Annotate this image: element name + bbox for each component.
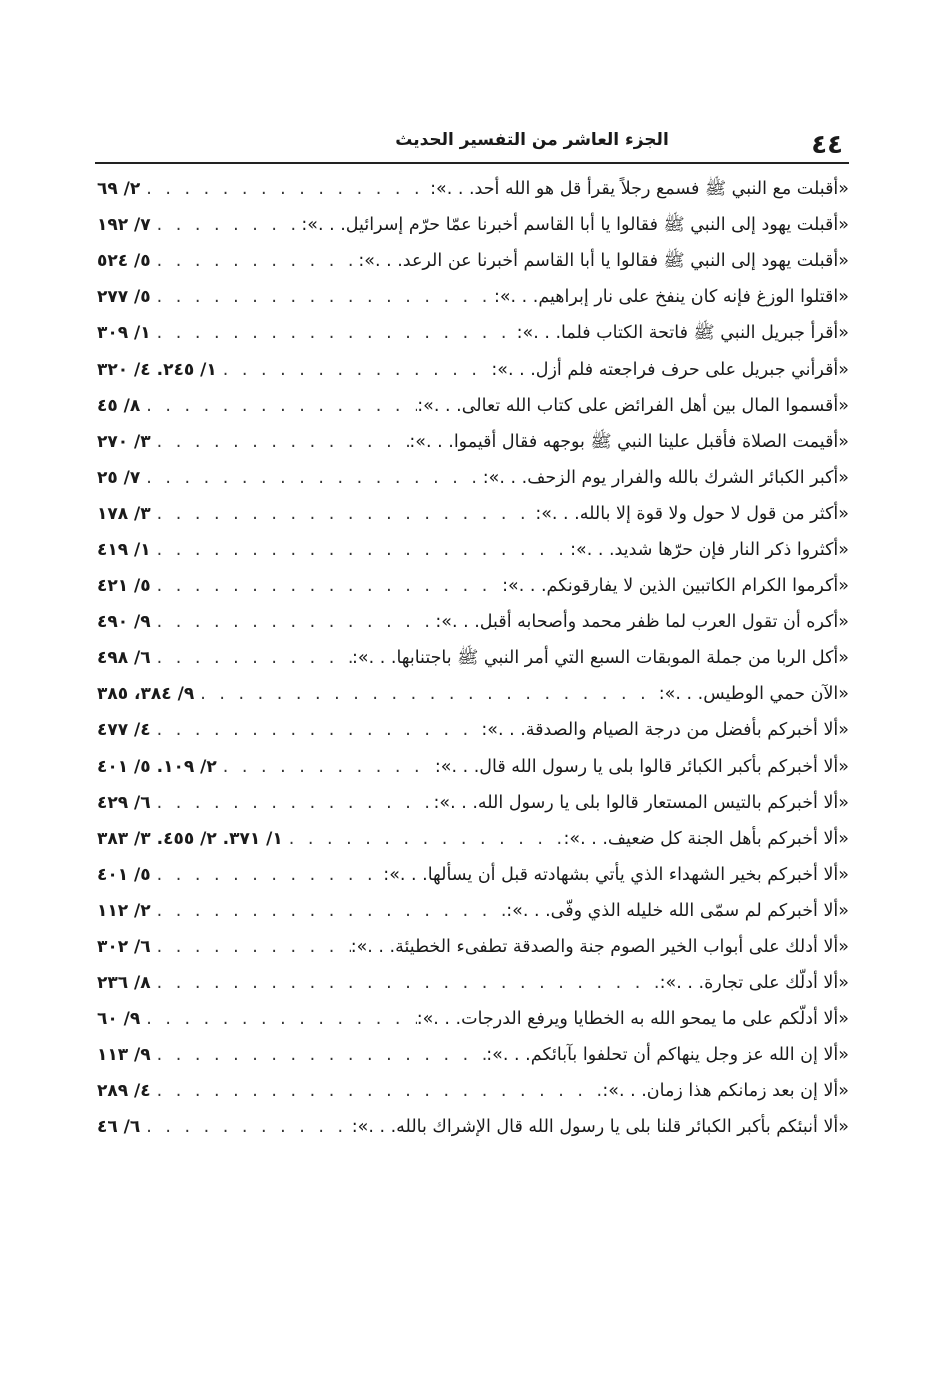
- index-entry: [95, 604, 849, 640]
- dot-leader: [151, 315, 517, 351]
- index-entry: [95, 749, 849, 785]
- entry-reference: ٦/ ٤٦: [97, 1117, 141, 1138]
- entry-text: «أكثر من قول لا حول ولا قوة إلا بالله. . .»:: [535, 503, 849, 524]
- entry-reference: ٦/ ٤٩٨: [97, 648, 151, 669]
- header-rule: [95, 162, 849, 164]
- entry-text: «ألا أخبركم بأهل الجنة كل ضعيف. . .»:: [563, 828, 849, 849]
- entry-reference: ٦/ ٣٠٢: [97, 937, 151, 958]
- dot-leader: [151, 785, 434, 821]
- entry-text: «ألا أخبركم لم سمّى الله خليله الذي وفّى. . .»:: [506, 900, 849, 921]
- entry-text: «أقيمت الصلاة فأقبل علينا النبي ﷺ بوجهه فقال أقيموا. . .»:: [409, 431, 849, 452]
- entry-reference: ٢/ ١٠٩. ٥/ ٤٠١: [97, 756, 217, 777]
- entry-text: «أكره أن تقول العرب لما ظفر محمد وأصحابه أقبل. . .»:: [435, 612, 849, 633]
- dot-leader: [217, 352, 492, 388]
- index-entry: [95, 243, 849, 279]
- page-header: [95, 122, 849, 160]
- entry-text: «أقبلت مع النبي ﷺ فسمع رجلاً يقرأ قل هو الله أحد. . .»:: [430, 179, 849, 200]
- entry-text: «ألا أخبركم بأكبر الكبائر قالوا بلى يا رسول الله قال. . .»:: [434, 756, 849, 777]
- dot-leader: [140, 1001, 416, 1037]
- entry-text: «أقرأني جبريل على حرف فراجعته فلم أزل. . .»:: [491, 359, 849, 380]
- index-entry: [95, 712, 849, 748]
- dot-leader: [151, 640, 352, 676]
- entry-reference: ١/ ٤١٩: [97, 539, 151, 560]
- entry-reference: ٩/ ١١٣: [97, 1045, 151, 1066]
- dot-leader: [217, 749, 435, 785]
- dot-leader: [140, 388, 417, 424]
- entry-reference: ٥/ ٥٢٤: [97, 251, 151, 272]
- entry-reference: ٤/ ٤٧٧: [97, 720, 151, 741]
- entry-text: «أقسموا المال بين أهل الفرائض على كتاب الله تعالى. . .»:: [417, 395, 849, 416]
- entry-text: «اقتلوا الوزغ فإنه كان ينفخ على نار إبراهيم. . .»:: [493, 287, 849, 308]
- index-entry: [95, 279, 849, 315]
- entry-text: «أقبلت يهود إلى النبي ﷺ فقالوا يا أبا القاسم أخبرنا عن الرعد. . .»:: [358, 251, 849, 272]
- index-entry: [95, 821, 849, 857]
- index-entry: [95, 785, 849, 821]
- entry-text: «أكرموا الكرام الكاتبين الذين لا يفارقونكم. . .»:: [502, 576, 849, 597]
- dot-leader: [151, 857, 384, 893]
- index-entry: [95, 388, 849, 424]
- entry-text: «أكثروا ذكر النار فإن حرّها شديد. . .»:: [570, 539, 849, 560]
- index-entry: [95, 929, 849, 965]
- dot-leader: [140, 171, 430, 207]
- dot-leader: [151, 604, 436, 640]
- index-entry: [95, 568, 849, 604]
- entry-reference: ٤/ ٢٨٩: [97, 1081, 151, 1102]
- entry-reference: ٣/ ٢٧٠: [97, 431, 151, 452]
- entry-text: «ألا إن بعد زمانكم هذا زمان. . .»:: [602, 1081, 849, 1102]
- entry-text: «أكبر الكبائر الشرك بالله والفرار يوم الزحف. . .»:: [482, 467, 849, 488]
- dot-leader: [140, 1109, 351, 1145]
- entry-reference: ٥/ ٢٧٧: [97, 287, 151, 308]
- dot-leader: [283, 821, 564, 857]
- entry-text: «الآن حمي الوطيس. . .»:: [658, 684, 849, 705]
- index-entry: [95, 965, 849, 1001]
- entry-reference: ٧/ ٢٥: [97, 467, 141, 488]
- index-entry: [95, 640, 849, 676]
- entry-text: «ألا أدلك على أبواب الخير الصوم جنة والصدقة تطفىء الخطيئة. . .»:: [350, 937, 849, 958]
- entry-text: «ألا أخبركم بخير الشهداء الذي يأتي بشهادته قبل أن يسألها. . .»:: [383, 864, 849, 885]
- dot-leader: [151, 279, 494, 315]
- index-entry: [95, 857, 849, 893]
- index-entry: [95, 460, 849, 496]
- index-entry: [95, 676, 849, 712]
- entry-text: «ألا أدلّكم على ما يمحو الله به الخطايا ويرفع الدرجات. . .»:: [416, 1009, 849, 1030]
- running-title: الجزء العاشر من التفسير الحديث: [395, 130, 669, 150]
- index-entry: [95, 1109, 849, 1145]
- entry-reference: ٢/ ١١٢: [97, 900, 151, 921]
- dot-leader: [151, 929, 351, 965]
- entry-reference: ١/ ٣٠٩: [97, 323, 151, 344]
- dot-leader: [151, 965, 660, 1001]
- dot-leader: [151, 207, 302, 243]
- dot-leader: [194, 676, 659, 712]
- index-entry: [95, 207, 849, 243]
- entry-reference: ٥/ ٤٢١: [97, 576, 151, 597]
- index-entry: [95, 1001, 849, 1037]
- index-entry: [95, 424, 849, 460]
- dot-leader: [151, 532, 570, 568]
- index-entry: [95, 171, 849, 207]
- entry-reference: ٩/ ٣٨٤، ٣٨٥: [97, 684, 195, 705]
- page-number: ٤٤: [811, 130, 843, 160]
- hadith-index-list: [95, 171, 849, 1146]
- index-entry: [95, 893, 849, 929]
- dot-leader: [151, 712, 482, 748]
- index-entry: [95, 351, 849, 387]
- dot-leader: [140, 460, 482, 496]
- dot-leader: [151, 243, 359, 279]
- index-entry: [95, 1037, 849, 1073]
- entry-text: «أقرأ جبريل النبي ﷺ فاتحة الكتاب فلما. . .»:: [516, 323, 849, 344]
- dot-leader: [151, 893, 507, 929]
- entry-reference: ١/ ٣٧١. ٢/ ٤٥٥. ٣/ ٣٨٣: [97, 828, 283, 849]
- entry-text: «ألا أخبركم بالتيس المستعار قالوا بلى يا رسول الله. . .»:: [433, 792, 849, 813]
- index-entry: [95, 315, 849, 351]
- dot-leader: [151, 424, 410, 460]
- entry-reference: ٨/ ٢٣٦: [97, 973, 151, 994]
- entry-text: «أقبلت يهود إلى النبي ﷺ فقالوا يا أبا القاسم أخبرنا عمّا حرّم إسرائيل. . .»:: [301, 215, 849, 236]
- entry-reference: ٩/ ٤٩٠: [97, 612, 151, 633]
- entry-reference: ٦/ ٤٢٩: [97, 792, 151, 813]
- entry-text: «ألا أخبركم بأفضل من درجة الصيام والصدقة. . .»:: [481, 720, 849, 741]
- entry-text: «ألا أنبئكم بأكبر الكبائر قلنا بلى يا رسول الله قال الإشراك بالله. . .»:: [351, 1117, 849, 1138]
- entry-text: «أكل الربا من جملة الموبقات السبع التي أمر النبي ﷺ باجتنابها. . .»:: [352, 648, 849, 669]
- index-entry: [95, 496, 849, 532]
- entry-text: «ألا أدلّك على تجارة. . .»:: [659, 973, 849, 994]
- index-entry: [95, 1073, 849, 1109]
- entry-reference: ٧/ ١٩٢: [97, 215, 151, 236]
- entry-reference: ٩/ ٦٠: [97, 1009, 141, 1030]
- dot-leader: [151, 568, 502, 604]
- entry-reference: ٨/ ٤٥: [97, 395, 141, 416]
- entry-text: «ألا إن الله عز وجل ينهاكم أن تحلفوا بآبائكم. . .»:: [486, 1045, 849, 1066]
- entry-reference: ٥/ ٤٠١: [97, 864, 151, 885]
- dot-leader: [151, 1037, 487, 1073]
- index-entry: [95, 532, 849, 568]
- entry-reference: ٢/ ٦٩: [97, 179, 141, 200]
- entry-reference: ١/ ٢٤٥. ٤/ ٣٢٠: [97, 359, 217, 380]
- dot-leader: [151, 1073, 603, 1109]
- entry-reference: ٣/ ١٧٨: [97, 503, 151, 524]
- dot-leader: [151, 496, 536, 532]
